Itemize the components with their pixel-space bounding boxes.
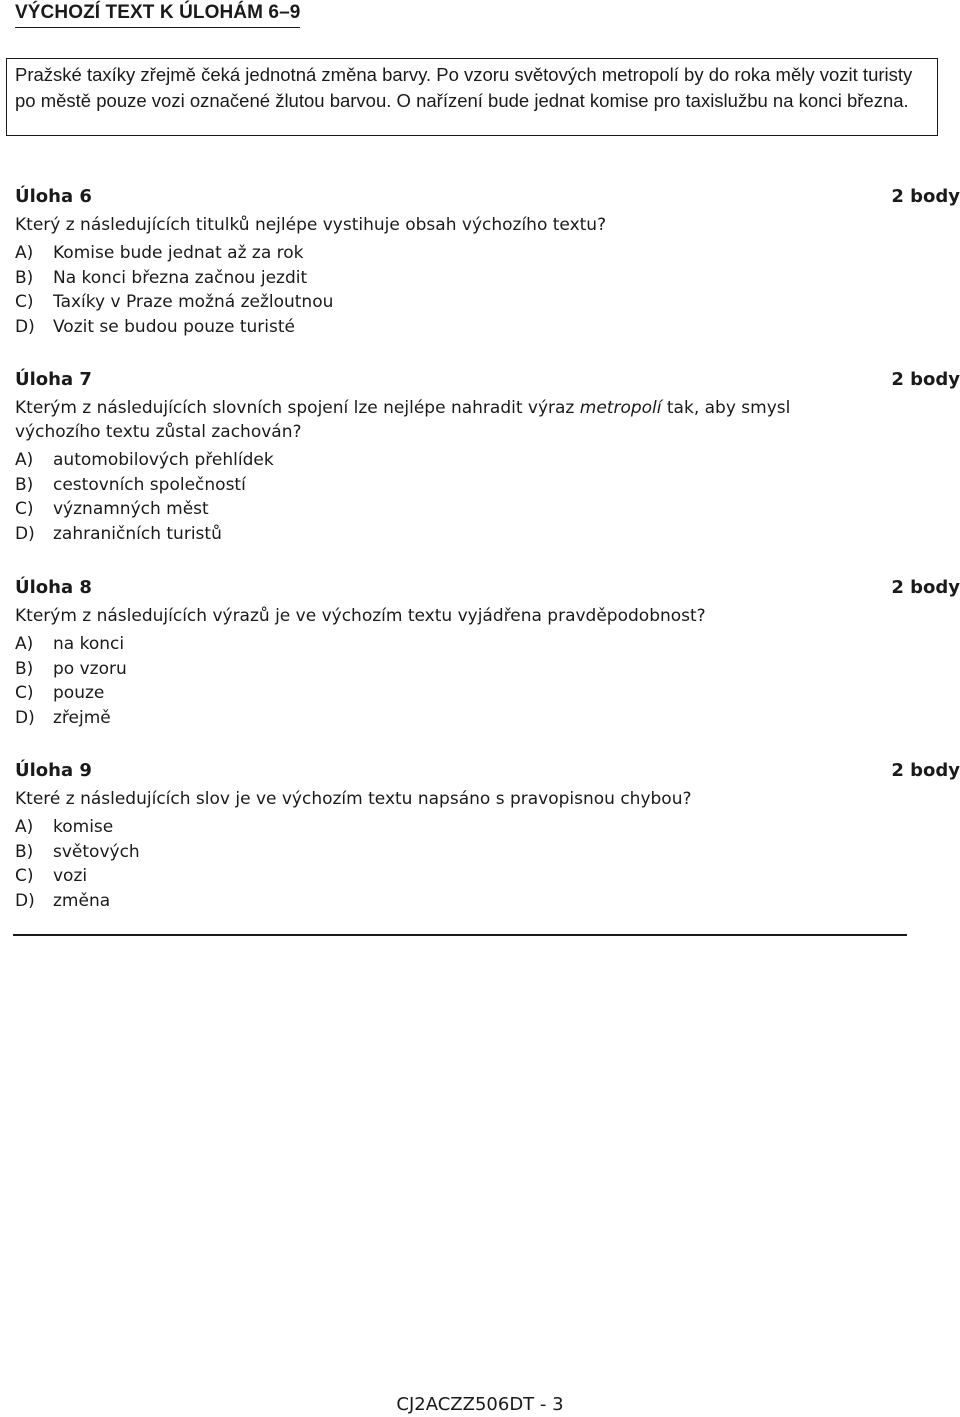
option-text: významných měst: [53, 499, 209, 519]
task-6: [15, 183, 960, 339]
section-title: VÝCHOZÍ TEXT K ÚLOHÁM 6–9: [15, 0, 300, 28]
task-title: Úloha 8: [15, 577, 92, 598]
option-letter: D): [15, 316, 35, 337]
task-title: Úloha 7: [15, 369, 92, 390]
task-points: 2 body: [891, 369, 960, 390]
option-letter: C): [15, 499, 34, 519]
option-d: [15, 706, 960, 731]
option-b: [15, 657, 960, 682]
option-d: [15, 315, 960, 340]
option-text: změna: [53, 890, 111, 911]
task-title: Úloha 6: [15, 186, 92, 207]
option-list: [15, 815, 960, 913]
option-letter: A): [15, 243, 34, 263]
option-c: [15, 497, 960, 522]
option-a: [15, 241, 960, 266]
option-text: cestovních společností: [53, 474, 246, 495]
task-question: Které z následujících slov je ve výchozím textu napsáno s pravopisnou chybou?: [15, 789, 692, 809]
option-letter: C): [15, 292, 34, 312]
task-points: 2 body: [891, 760, 960, 781]
question-emphasis: metropolí: [579, 398, 662, 418]
option-letter: B): [15, 267, 34, 288]
task-points: 2 body: [891, 577, 960, 598]
option-text: Taxíky v Praze možná zežloutnou: [53, 292, 334, 312]
question-text-end: tak, aby smysl výchozího textu zůstal zachován?: [15, 398, 791, 442]
option-letter: A): [15, 450, 34, 470]
task-question: [15, 396, 835, 444]
option-letter: B): [15, 841, 34, 862]
option-a: [15, 815, 960, 840]
task-points: 2 body: [891, 186, 960, 207]
option-text: zahraničních turistů: [53, 523, 222, 544]
footer-code: CJ2ACZZ506DT - 3: [396, 1394, 564, 1415]
option-list: [15, 448, 960, 546]
option-b: [15, 266, 960, 291]
option-a: [15, 632, 960, 657]
option-a: [15, 448, 960, 473]
task-question: Kterým z následujících výrazů je ve výchozím textu vyjádřena pravděpodobnost?: [15, 606, 706, 626]
option-d: [15, 522, 960, 547]
question-text-start: Kterým z následujících slovních spojení lze nejlépe nahradit výraz: [15, 398, 580, 418]
section-divider: [13, 934, 907, 936]
task-title: Úloha 9: [15, 760, 92, 781]
option-d: [15, 889, 960, 914]
option-letter: D): [15, 890, 35, 911]
option-letter: C): [15, 866, 34, 886]
option-text: na konci: [53, 634, 125, 654]
option-c: [15, 681, 960, 706]
task-question: Který z následujících titulků nejlépe vystihuje obsah výchozího textu?: [15, 215, 607, 235]
option-list: [15, 632, 960, 730]
option-c: [15, 290, 960, 315]
option-text: Komise bude jednat až za rok: [53, 243, 304, 263]
option-letter: A): [15, 634, 34, 654]
option-text: světových: [53, 841, 140, 862]
option-list: [15, 241, 960, 339]
option-letter: B): [15, 658, 34, 679]
option-letter: D): [15, 523, 35, 544]
option-b: [15, 473, 960, 498]
option-text: zřejmě: [53, 707, 111, 728]
option-letter: A): [15, 817, 34, 837]
source-text-box: [6, 58, 938, 136]
option-letter: D): [15, 707, 35, 728]
option-text: vozi: [53, 866, 88, 886]
option-letter: C): [15, 683, 34, 703]
option-text: po vzoru: [53, 658, 127, 679]
option-text: Vozit se budou pouze turisté: [53, 316, 295, 337]
task-8: [15, 574, 960, 730]
option-letter: B): [15, 474, 34, 495]
option-text: komise: [53, 817, 114, 837]
option-text: pouze: [53, 683, 105, 703]
option-text: automobilových přehlídek: [53, 450, 274, 470]
option-b: [15, 840, 960, 865]
option-text: Na konci března začnou jezdit: [53, 267, 308, 288]
task-9: [15, 757, 960, 913]
option-c: [15, 864, 960, 889]
source-text: Pražské taxíky zřejmě čeká jednotná změna barvy. Po vzoru světových metropolí by do roka měly vozit turisty po městě pouze vozi označené žlutou barvou. O nařízení bude jednat komise pro taxislužbu na konci března.: [15, 64, 913, 111]
task-7: [15, 366, 960, 546]
